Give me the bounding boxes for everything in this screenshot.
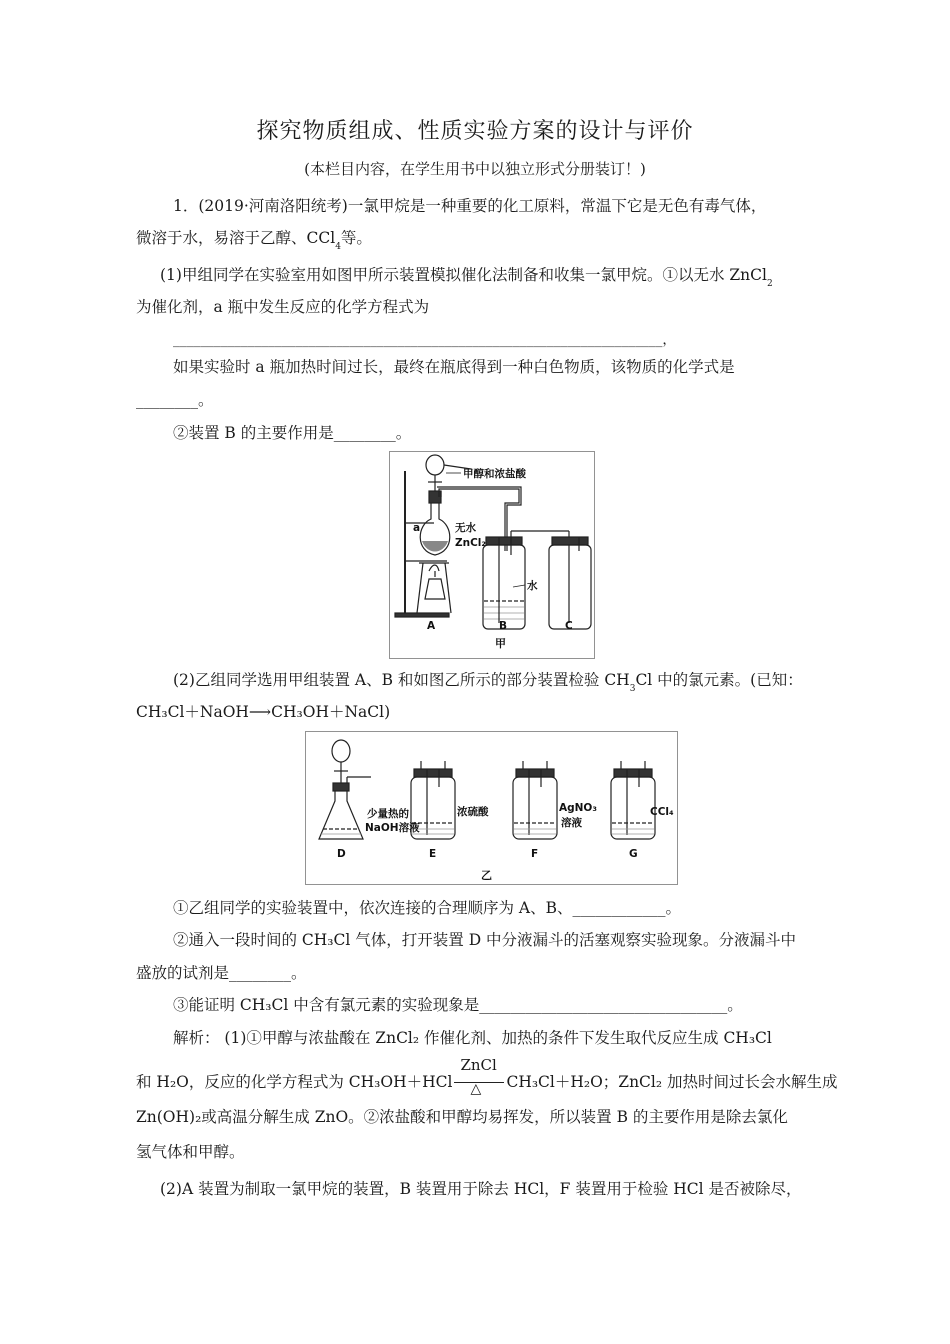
label-conc-h2so4: 浓硫酸 [457,806,489,818]
label-ccl4: CCl₄ [650,806,674,818]
page-title: 探究物质组成、性质实验方案的设计与评价 [256,119,694,144]
bottle-c [549,545,591,629]
analysis-line4: 氢气体和甲醇。 [136,1143,245,1161]
label-apparatus-E: E [429,848,437,860]
q1-part2-line1: (2)乙组同学选用甲组装置 A、B 和如图乙所示的部分装置检验 $CH_3Cl$ 中的氯元素。(已知： [173,671,803,694]
label-apparatus-A: A [427,620,436,632]
q1-part1-line1: (1)甲组同学在实验室用如图甲所示装置模拟催化法制备和收集一氯甲烷。①以无水 ZnCl$_2$ [160,266,773,289]
label-apparatus-C: C [565,620,573,632]
q1-part2-q3: ③能证明 CH₃Cl 中含有氯元素的实验现象是________________________________。 [173,996,743,1014]
label-solution: 溶液 [561,817,582,829]
label-flask-a: a [413,522,421,534]
figure-jia-apparatus [389,451,595,659]
q1-intro-line2: 微溶于水，易溶于乙醇、CCl$_4$等。 [136,229,372,252]
bottle-b-stopper [486,537,522,545]
q1-part1-line4: 如果实验时 a 瓶加热时间过长，最终在瓶底得到一种白色物质，该物质的化学式是 [173,358,735,376]
label-apparatus-B: B [499,620,508,632]
bottle-g [611,777,655,839]
figure-jia-caption: 甲 [495,637,506,650]
bottle-f-stopper [516,769,554,777]
q1-part1-line2: 为催化剂，a 瓶中发生反应的化学方程式为 [136,298,430,316]
q1-part2-q1: ①乙组同学的实验装置中，依次连接的合理顺序为 A、B、____________。 [173,899,682,917]
q1-part2-q2-line2: 盛放的试剂是________。 [136,964,307,982]
q1-intro-line1: 1．(2019·河南洛阳统考)一氯甲烷是一种重要的化工原料，常温下它是无色有毒气体， [173,197,767,215]
label-anhydrous: 无水 [455,522,476,534]
answer-blank-white-solid: ________。 [136,391,214,409]
label-apparatus-D: D [337,848,346,860]
label-funnel-reagent: 甲醇和浓盐酸 [463,468,526,480]
q1-part2-q2-line1: ②通入一段时间的 CH₃Cl 气体，打开装置 D 中分液漏斗的活塞观察实验现象。分液漏斗中 [173,931,797,949]
catalyst-above-arrow: ZnCl [460,1056,497,1074]
bottle-c-stopper [552,537,588,545]
label-agno3: AgNO₃ [559,802,597,814]
heat-below-arrow: △ [470,1081,482,1097]
analysis-line3: Zn(OH)₂或高温分解生成 ZnO。②浓盐酸和甲醇均易挥发，所以装置 B 的主要作用是除去氯化 [136,1108,788,1126]
label-water: 水 [527,580,538,592]
conical-flask-d [319,791,363,839]
bottle-g-stopper [614,769,652,777]
bottle-e-stopper [414,769,452,777]
figure-yi-caption: 乙 [481,869,492,882]
bottle-f [513,777,557,839]
page-subtitle: (本栏目内容，在学生用书中以独立形式分册装订！) [304,160,646,178]
bottle-b [483,545,525,629]
label-zncl2: ZnCl₂ [455,537,486,549]
q1-part2-line2: CH₃Cl＋NaOH⟶CH₃OH＋NaCl) [136,703,391,721]
alcohol-burner [425,579,445,599]
q1-part1-line6: ②装置 B 的主要作用是________。 [173,424,412,442]
figure-yi-apparatus [305,731,678,885]
separatory-funnel-d [332,740,350,762]
label-hot-naoh-1: 少量热的 [367,808,409,820]
analysis-line2: 和 H₂O，反应的化学方程式为 CH₃OH＋HCl ZnCl △ CH₃Cl＋H₂O；ZnCl₂ 加热时间过长会水解生成 [136,1056,838,1097]
analysis-line1: 解析： (1)①甲醇与浓盐酸在 ZnCl₂ 作催化剂、加热的条件下发生取代反应生成 CH₃Cl [173,1029,772,1047]
label-hot-naoh-2: NaOH溶液 [365,822,420,834]
separatory-funnel [426,455,444,475]
label-apparatus-G: G [629,848,638,860]
answer-blank-equation: ________________________________________________________________________， [173,332,676,348]
label-apparatus-F: F [531,848,539,860]
stand-base [395,613,449,617]
analysis-line5: (2)A 装置为制取一氯甲烷的装置，B 装置用于除去 HCl，F 装置用于检验 HCl 是否被除尽， [160,1180,802,1198]
